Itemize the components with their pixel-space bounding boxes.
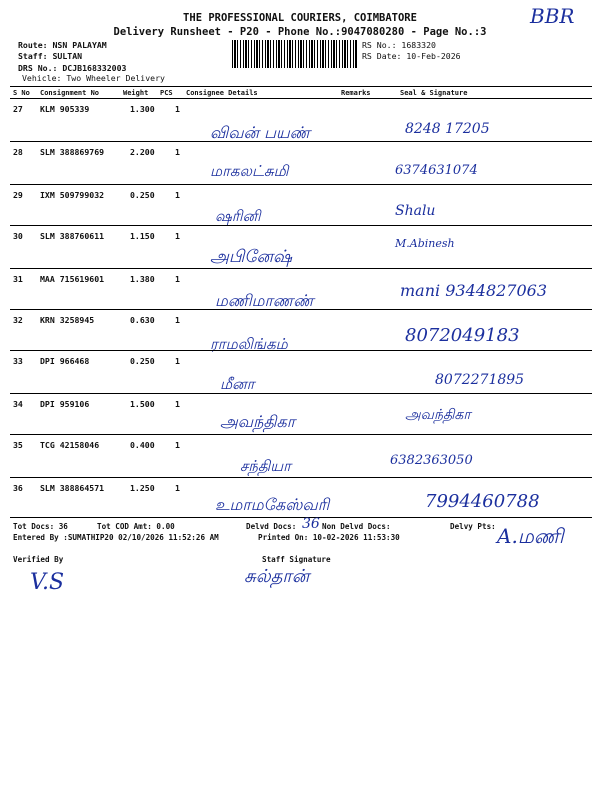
total-cod-amount: Tot COD Amt: 0.00 — [97, 522, 175, 531]
column-header-pcs: PCS — [160, 89, 173, 97]
row-sno: 33 — [13, 356, 23, 366]
row-divider — [10, 268, 592, 269]
row-seal-handwriting: அவந்திகா — [405, 407, 471, 423]
printed-on: Printed On: 10-02-2026 11:53:30 — [258, 533, 400, 542]
row-divider — [10, 393, 592, 394]
row-weight: 1.300 — [130, 104, 155, 114]
row-pcs: 1 — [175, 399, 180, 409]
rs-number: RS No.: 1683320 — [362, 40, 436, 50]
row-seal-handwriting: mani 9344827063 — [400, 281, 548, 300]
column-header-seal: Seal & Signature — [400, 89, 468, 97]
row-divider — [10, 309, 592, 310]
non-delivered-docs: Non Delvd Docs: — [322, 522, 391, 531]
row-weight: 1.380 — [130, 274, 155, 284]
column-header-consignee: Consignee Details — [186, 89, 258, 97]
barcode — [232, 40, 358, 68]
row-consignee-handwriting: மீனா — [220, 375, 255, 393]
row-sno: 28 — [13, 147, 23, 157]
row-seal-handwriting: 7994460788 — [425, 491, 540, 512]
row-weight: 1.150 — [130, 231, 155, 241]
row-consignee-handwriting: உமாமகேஸ்வரி — [215, 495, 330, 514]
row-pcs: 1 — [175, 440, 180, 450]
row-consignee-handwriting: சந்தியா — [240, 457, 291, 475]
row-pcs: 1 — [175, 274, 180, 284]
column-header-sno: S No — [13, 89, 30, 97]
staff-signature: சுல்தான் — [244, 566, 310, 587]
row-consignment-no: SLM 388869769 — [40, 147, 105, 157]
row-weight: 0.400 — [130, 440, 155, 450]
corner-handwritten-mark: BBR — [530, 4, 575, 28]
row-seal-handwriting: 6382363050 — [390, 453, 473, 468]
row-consignee-handwriting: அபினேஷ் — [210, 247, 292, 267]
row-seal-handwriting: 8072049183 — [405, 325, 520, 346]
row-pcs: 1 — [175, 190, 180, 200]
row-pcs: 1 — [175, 104, 180, 114]
row-seal-handwriting: 6374631074 — [395, 163, 478, 178]
staff-text: Staff: SULTAN — [18, 51, 83, 61]
delivered-docs-handwritten: 36 — [302, 516, 320, 532]
runsheet-subtitle: Delivery Runsheet - P20 - Phone No.:9047080280 - Page No.:3 — [113, 26, 487, 38]
row-consignee-handwriting: மாகலட்சுமி — [210, 162, 289, 180]
rs-date: RS Date: 10-Feb-2026 — [362, 51, 461, 61]
runsheet-table — [10, 86, 592, 518]
row-weight: 2.200 — [130, 147, 155, 157]
staff-signature-label: Staff Signature — [262, 555, 331, 564]
row-consignment-no: DPI 959106 — [40, 399, 90, 409]
row-weight: 1.250 — [130, 483, 155, 493]
verified-by-label: Verified By — [13, 555, 64, 564]
row-pcs: 1 — [175, 356, 180, 366]
row-seal-handwriting: 8248 17205 — [405, 121, 490, 137]
company-title: THE PROFESSIONAL COURIERS, COIMBATORE — [183, 12, 417, 24]
vehicle-text: Vehicle: Two Wheeler Delivery — [22, 73, 165, 83]
row-divider — [10, 434, 592, 435]
row-consignment-no: SLM 388864571 — [40, 483, 105, 493]
row-sno: 29 — [13, 190, 23, 200]
row-divider — [10, 350, 592, 351]
row-divider — [10, 184, 592, 185]
drs-number: DRS No.: DCJB168332003 — [18, 63, 127, 73]
row-seal-handwriting: M.Abinesh — [395, 237, 455, 250]
row-weight: 0.250 — [130, 356, 155, 366]
row-consignment-no: TCG 42158046 — [40, 440, 100, 450]
row-consignee-handwriting: ராமலிங்கம் — [210, 335, 288, 353]
row-weight: 0.630 — [130, 315, 155, 325]
row-consignee-handwriting: விவன் பயண் — [210, 123, 311, 142]
column-header-consignment: Consignment No — [40, 89, 100, 97]
column-header-weight: Weight — [123, 89, 149, 97]
total-docs: Tot Docs: 36 — [13, 522, 68, 531]
row-sno: 30 — [13, 231, 23, 241]
row-pcs: 1 — [175, 315, 180, 325]
row-divider — [10, 141, 592, 142]
footer-handwritten-sign: A.மணி — [497, 524, 564, 548]
row-consignee-handwriting: மணிமாணண் — [215, 291, 314, 310]
row-pcs: 1 — [175, 147, 180, 157]
delivery-points: Delvy Pts: — [450, 522, 496, 531]
entered-by: Entered By :SUMATHIP20 02/10/2026 11:52:26 AM — [13, 533, 219, 542]
row-weight: 0.250 — [130, 190, 155, 200]
row-consignment-no: DPI 966468 — [40, 356, 90, 366]
row-sno: 35 — [13, 440, 23, 450]
row-sno: 27 — [13, 104, 23, 114]
row-consignment-no: IXM 509799032 — [40, 190, 105, 200]
row-seal-handwriting: 8072271895 — [435, 372, 525, 388]
route-text: Route: NSN PALAYAM — [18, 40, 107, 50]
row-sno: 34 — [13, 399, 23, 409]
column-header-remarks: Remarks — [341, 89, 371, 97]
row-weight: 1.500 — [130, 399, 155, 409]
row-sno: 32 — [13, 315, 23, 325]
row-consignment-no: KLM 905339 — [40, 104, 90, 114]
row-consignee-handwriting: ஷரினி — [215, 207, 261, 225]
row-divider — [10, 477, 592, 478]
verified-by-signature: V.S — [30, 570, 65, 595]
delivered-docs-label: Delvd Docs: — [246, 522, 297, 531]
row-seal-handwriting: Shalu — [395, 203, 436, 219]
header-divider — [10, 98, 592, 99]
row-sno: 36 — [13, 483, 23, 493]
row-consignment-no: KRN 3258945 — [40, 315, 95, 325]
row-consignee-handwriting: அவந்திகா — [220, 412, 296, 431]
row-divider — [10, 225, 592, 226]
row-pcs: 1 — [175, 231, 180, 241]
row-consignment-no: MAA 715619601 — [40, 274, 105, 284]
row-pcs: 1 — [175, 483, 180, 493]
row-consignment-no: SLM 388760611 — [40, 231, 105, 241]
row-sno: 31 — [13, 274, 23, 284]
